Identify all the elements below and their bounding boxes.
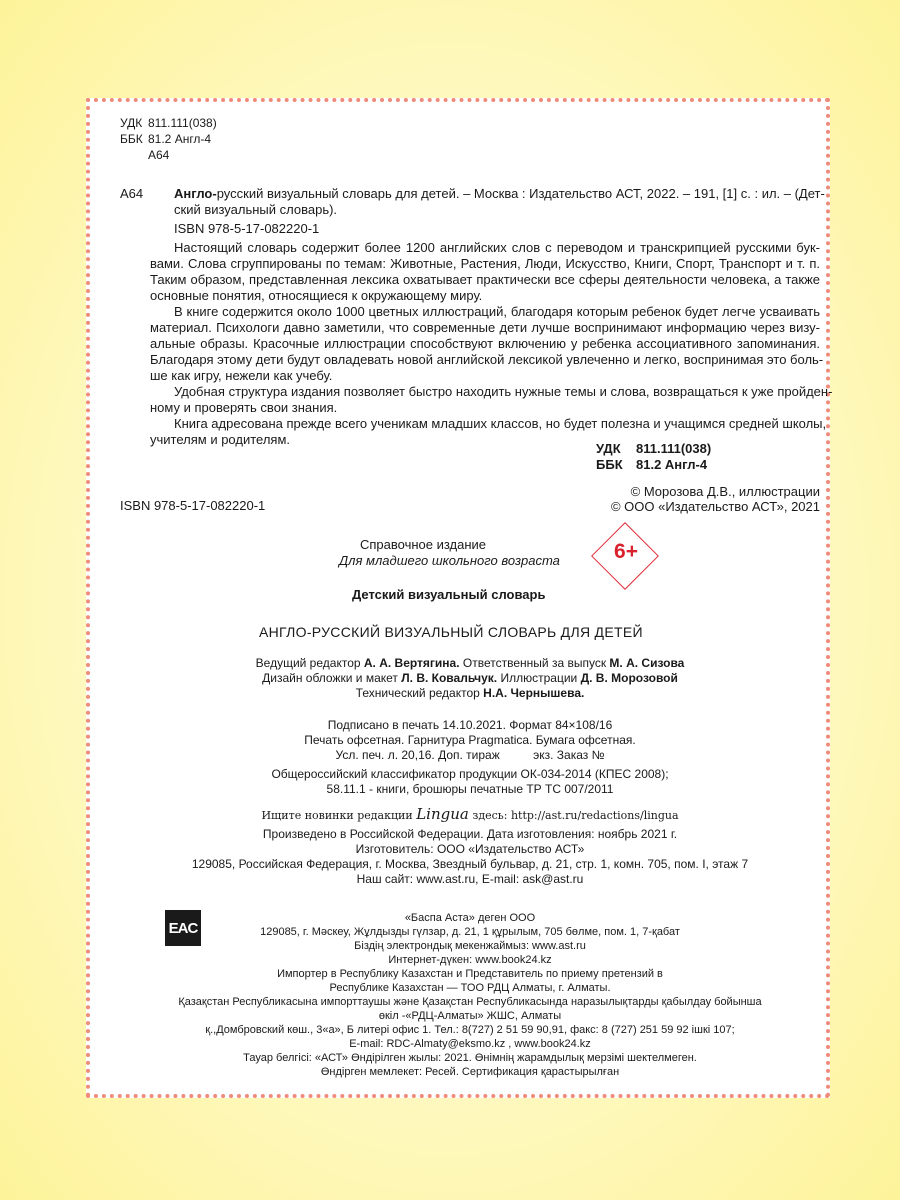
biblio-title-bold: Англо- bbox=[174, 186, 217, 201]
kz-line-7: Қазақстан Республикасына импорттаушы және Қазақстан Республикасында наразылықтарды қабылдау бойынша bbox=[178, 996, 762, 1008]
biblio-line1-rest: русский визуальный словарь для детей. – Москва : Издательство АСТ, 2022. – 191, [1] с. : ил. – (Дет- bbox=[216, 186, 825, 201]
credit-role: Дизайн обложки и макет bbox=[262, 671, 402, 685]
desc-p3-line: Удобная структура издания позволяет быстро находить нужные темы и слова, возвращаться к уже пройден- bbox=[174, 384, 833, 399]
desc-p4-line: Книга адресована прежде всего ученикам младших классов, но будет полезна и учащимся средней школы, bbox=[174, 416, 827, 431]
biblio-code: А64 bbox=[120, 186, 144, 201]
isbn-bottom: ISBN 978-5-17-082220-1 bbox=[120, 498, 266, 513]
credit-role: Ведущий редактор bbox=[255, 656, 364, 670]
credit-person: А. А. Вертягина. bbox=[363, 656, 460, 670]
biblio-line-1 bbox=[174, 186, 825, 202]
series-title: Детский визуальный словарь bbox=[352, 587, 546, 602]
credits-line-2 bbox=[120, 671, 820, 686]
bbk-bold-label: ББК bbox=[596, 457, 623, 472]
desc-p4-line: учителям и родителям. bbox=[150, 432, 290, 447]
lingua-before: Ищите новинки редакции bbox=[261, 809, 417, 822]
credit-person: М. А. Сизова bbox=[609, 656, 685, 670]
credits-line-3 bbox=[120, 686, 820, 701]
bbk-label: ББК bbox=[120, 132, 143, 146]
manufacturer-1: Произведено в Российской Федерации. Дата изготовления: ноябрь 2021 г. bbox=[262, 827, 678, 841]
kz-line-11: Тауар белгісі: «АСТ» Өндірілген жылы: 2021. Өнімнің жарамдылық мерзімі шектелмеген. bbox=[243, 1052, 697, 1064]
credit-role: Иллюстрации bbox=[497, 671, 581, 685]
lingua-line bbox=[120, 805, 820, 823]
copyright-line-2: © ООО «Издательство АСТ», 2021 bbox=[610, 499, 820, 514]
udk-bold-value: 811.111(038) bbox=[636, 441, 712, 456]
print-info-5: 58.11.1 - книги, брошюры печатные ТР ТС 007/2011 bbox=[326, 782, 614, 796]
print-info-2: Печать офсетная. Гарнитура Pragmatica. Бумага офсетная. bbox=[304, 733, 636, 747]
credit-person: Д. В. Морозовой bbox=[580, 671, 678, 685]
manufacturer-2: Изготовитель: ООО «Издательство АСТ» bbox=[355, 842, 585, 856]
desc-p2-line: альные образы. Красочные иллюстрации способствуют включению у ребенка ассоциативного запоминания. bbox=[150, 336, 820, 351]
desc-p1-line: Таким образом, представленная лексика охватывает практически все сферы деятельности человека, а также bbox=[150, 272, 820, 287]
credits-line-1 bbox=[120, 656, 820, 671]
kz-line-6: Республике Казахстан — ТОО РДЦ Алматы, г. Алматы. bbox=[329, 982, 611, 994]
credit-person: Н.А. Чернышева. bbox=[483, 686, 585, 700]
age-rating-text: 6+ bbox=[614, 540, 638, 563]
desc-p2-line: В книге содержится около 1000 цветных иллюстраций, благодаря которым ребенок будет легче усваивать bbox=[174, 304, 820, 319]
lingua-after: здесь: http://ast.ru/redactions/lingua bbox=[468, 809, 679, 822]
manufacturer-3: 129085, Российская Федерация, г. Москва, Звездный бульвар, д. 21, стр. 1, комн. 705, пом. I, этаж 7 bbox=[191, 857, 749, 871]
kz-line-8: өкіл -«РДЦ-Алматы» ЖШС, Алматы bbox=[378, 1010, 562, 1022]
print-info-3: Усл. печ. л. 20,16. Доп. тираж экз. Заказ № bbox=[335, 748, 605, 762]
kz-line-2: 129085, г. Мәскеу, Жұлдызды гүлзар, д. 21, 1 құрылым, 705 бөлме, пом. 1, 7-қабат bbox=[260, 926, 680, 938]
desc-p2-line: ше как игру, нежели как учебу. bbox=[150, 368, 333, 383]
kz-line-4: Интернет-дүкен: www.book24.kz bbox=[388, 954, 552, 966]
udk-label: УДК bbox=[120, 116, 143, 130]
desc-p2-line: материал. Психологи давно заметили, что современные дети лучше воспринимают информацию через визу- bbox=[150, 320, 820, 335]
bbk-bold-value: 81.2 Англ-4 bbox=[636, 457, 708, 472]
eac-certification-icon: EAC bbox=[165, 910, 201, 946]
print-info-4: Общероссийский классификатор продукции ОК-034-2014 (КПЕС 2008); bbox=[271, 767, 669, 781]
desc-p3-line: ному и проверять свои знания. bbox=[150, 400, 338, 415]
desc-p1-line: основные понятия, относящиеся к окружающему миру. bbox=[150, 288, 483, 303]
bbk-value: 81.2 Англ-4 bbox=[148, 132, 212, 146]
book-title: АНГЛО-РУССКИЙ ВИЗУАЛЬНЫЙ СЛОВАРЬ ДЛЯ ДЕТЕЙ bbox=[259, 624, 643, 640]
edition-type: Справочное издание bbox=[360, 537, 487, 552]
biblio-isbn: ISBN 978-5-17-082220-1 bbox=[174, 221, 320, 236]
author-code: А64 bbox=[148, 148, 170, 162]
kz-line-5: Импортер в Республику Казахстан и Представитель по приему претензий в bbox=[277, 968, 663, 980]
kz-line-10: E-mail: RDC-Almaty@eksmo.kz , www.book24.kz bbox=[349, 1038, 591, 1050]
lingua-logo: Lingua bbox=[416, 805, 469, 823]
credit-role: Технический редактор bbox=[355, 686, 484, 700]
description bbox=[150, 240, 833, 448]
desc-p1-line: Настоящий словарь содержит более 1200 английских слов с переводом и транскрипцией русскими бук- bbox=[174, 240, 820, 255]
print-info-1: Подписано в печать 14.10.2021. Формат 84×108/16 bbox=[327, 718, 613, 732]
desc-p1-line: вами. Слова сгруппированы по темам: Животные, Растения, Люди, Искусство, Книги, Спорт, Транспорт и т. п. bbox=[150, 256, 820, 271]
biblio-line-2: ский визуальный словарь). bbox=[174, 202, 338, 217]
kz-line-1: «Баспа Аста» деген ООО bbox=[404, 912, 536, 924]
manufacturer-4: Наш сайт: www.ast.ru, E-mail: ask@ast.ru bbox=[356, 872, 584, 886]
kz-line-9: қ.,Домбровский көш., 3«а», Б литері офис 1. Тел.: 8(727) 2 51 59 90,91, факс: 8 (727) 251 59 92 ішкі 107; bbox=[205, 1024, 735, 1036]
edition-audience: Для младшего школьного возраста bbox=[339, 553, 560, 568]
kz-line-12: Өндірген мемлекет: Ресей. Сертификация қарастырылған bbox=[320, 1066, 620, 1078]
credit-person: Л. В. Ковальчук. bbox=[401, 671, 498, 685]
copyright-line-1: © Морозова Д.В., иллюстрации bbox=[630, 484, 820, 499]
udk-bold-label: УДК bbox=[596, 441, 621, 456]
credit-role: Ответственный за выпуск bbox=[459, 656, 610, 670]
desc-p2-line: Благодаря этому дети будут овладевать новой английской лексикой увлеченно и легко, воспринимая это боль- bbox=[150, 352, 824, 367]
udk-value: 811.111(038) bbox=[148, 116, 217, 130]
kz-line-3: Біздің электрондық мекенжаймыз: www.ast.ru bbox=[354, 940, 586, 952]
